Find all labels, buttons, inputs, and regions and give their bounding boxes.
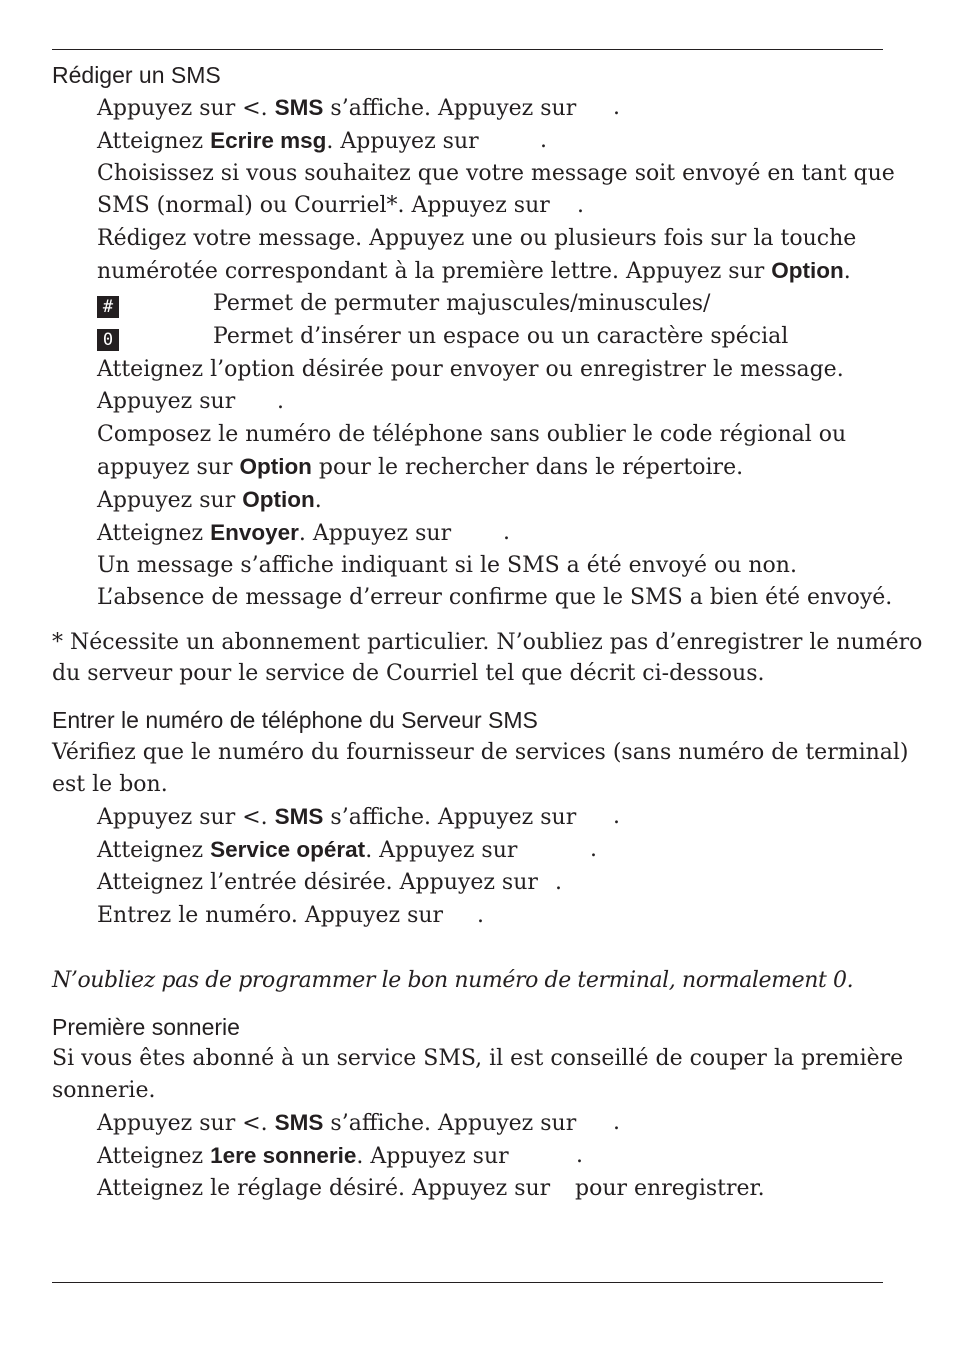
step-line: Atteignez l’entrée désirée. Appuyez sur . (97, 870, 562, 895)
footnote-line: du serveur pour le service de Courriel tel que décrit ci-dessous. (52, 661, 765, 686)
step-line: Appuyez sur Option. (97, 487, 322, 513)
softkey-option: Option (242, 487, 315, 512)
step-line: numérotée correspondant à la première lettre. Appuyez sur Option. (97, 258, 851, 284)
step-line: Appuyez sur <. SMS s’affiche. Appuyez sur . (97, 1110, 620, 1136)
key-row-hash: # Permet de permuter majuscules/minuscules / (97, 289, 119, 319)
menu-label-envoyer: Envoyer (210, 520, 299, 545)
paragraph-line: Vérifiez que le numéro du fournisseur de services (sans numéro de terminal) (52, 740, 909, 765)
step-line: Atteignez le réglage désiré. Appuyez sur pour enregistrer. (97, 1176, 765, 1201)
menu-label-service-operat: Service opérat (210, 837, 366, 862)
footnote-line: * Nécessite un abonnement particulier. N’oubliez pas d’enregistrer le numéro (52, 630, 923, 655)
step-line: Atteignez l’option désirée pour envoyer ou enregistrer le message. (97, 357, 844, 382)
hash-key-icon: # (97, 296, 119, 318)
softkey-option: Option (771, 258, 844, 283)
bottom-rule (52, 1282, 883, 1283)
display-label-sms: SMS (274, 804, 324, 829)
top-rule (52, 49, 883, 50)
step-line: Entrez le numéro. Appuyez sur . (97, 903, 484, 928)
step-line: Atteignez Ecrire msg. Appuyez sur . (97, 128, 547, 154)
softkey-option: Option (239, 454, 312, 479)
paragraph-line: sonnerie. (52, 1078, 156, 1103)
step-line: Atteignez Service opérat. Appuyez sur . (97, 837, 597, 863)
step-line: Atteignez 1ere sonnerie. Appuyez sur . (97, 1143, 583, 1169)
step-line: Appuyez sur <. SMS s’affiche. Appuyez sur . (97, 95, 620, 121)
menu-label-1ere-sonnerie: 1ere sonnerie (210, 1143, 357, 1168)
display-label-sms: SMS (274, 95, 324, 120)
step-line: SMS (normal) ou Courriel*. Appuyez sur . (97, 193, 584, 218)
paragraph-line: Si vous êtes abonné à un service SMS, il est conseillé de couper la première (52, 1046, 904, 1071)
heading-rediger-sms: Rédiger un SMS (52, 62, 221, 88)
paragraph-line: est le bon. (52, 772, 168, 797)
step-line: Un message s’affiche indiquant si le SMS a été envoyé ou non. (97, 553, 797, 578)
italic-note: N’oubliez pas de programmer le bon numéro de terminal, normalement 0. (52, 968, 854, 993)
step-line: Choisissez si vous souhaitez que votre message soit envoyé en tant que (97, 161, 895, 186)
step-line: Rédigez votre message. Appuyez une ou plusieurs fois sur la touche (97, 226, 857, 251)
key-row-zero: 0 Permet d’insérer un espace ou un caractère spécial (97, 322, 119, 352)
zero-key-icon: 0 (97, 329, 119, 351)
step-line: Appuyez sur <. SMS s’affiche. Appuyez sur . (97, 804, 620, 830)
step-line: Composez le numéro de téléphone sans oublier le code régional ou (97, 422, 847, 447)
step-line: Appuyez sur . (97, 389, 284, 414)
menu-label-ecrire-msg: Ecrire msg (210, 128, 327, 153)
step-line: Atteignez Envoyer. Appuyez sur . (97, 520, 510, 546)
heading-premiere-sonnerie: Première sonnerie (52, 1014, 240, 1040)
display-label-sms: SMS (274, 1110, 324, 1135)
step-line: appuyez sur Option pour le rechercher dans le répertoire. (97, 454, 744, 480)
heading-serveur-sms: Entrer le numéro de téléphone du Serveur SMS (52, 707, 538, 733)
step-line: L’absence de message d’erreur confirme que le SMS a bien été envoyé. (97, 585, 893, 610)
